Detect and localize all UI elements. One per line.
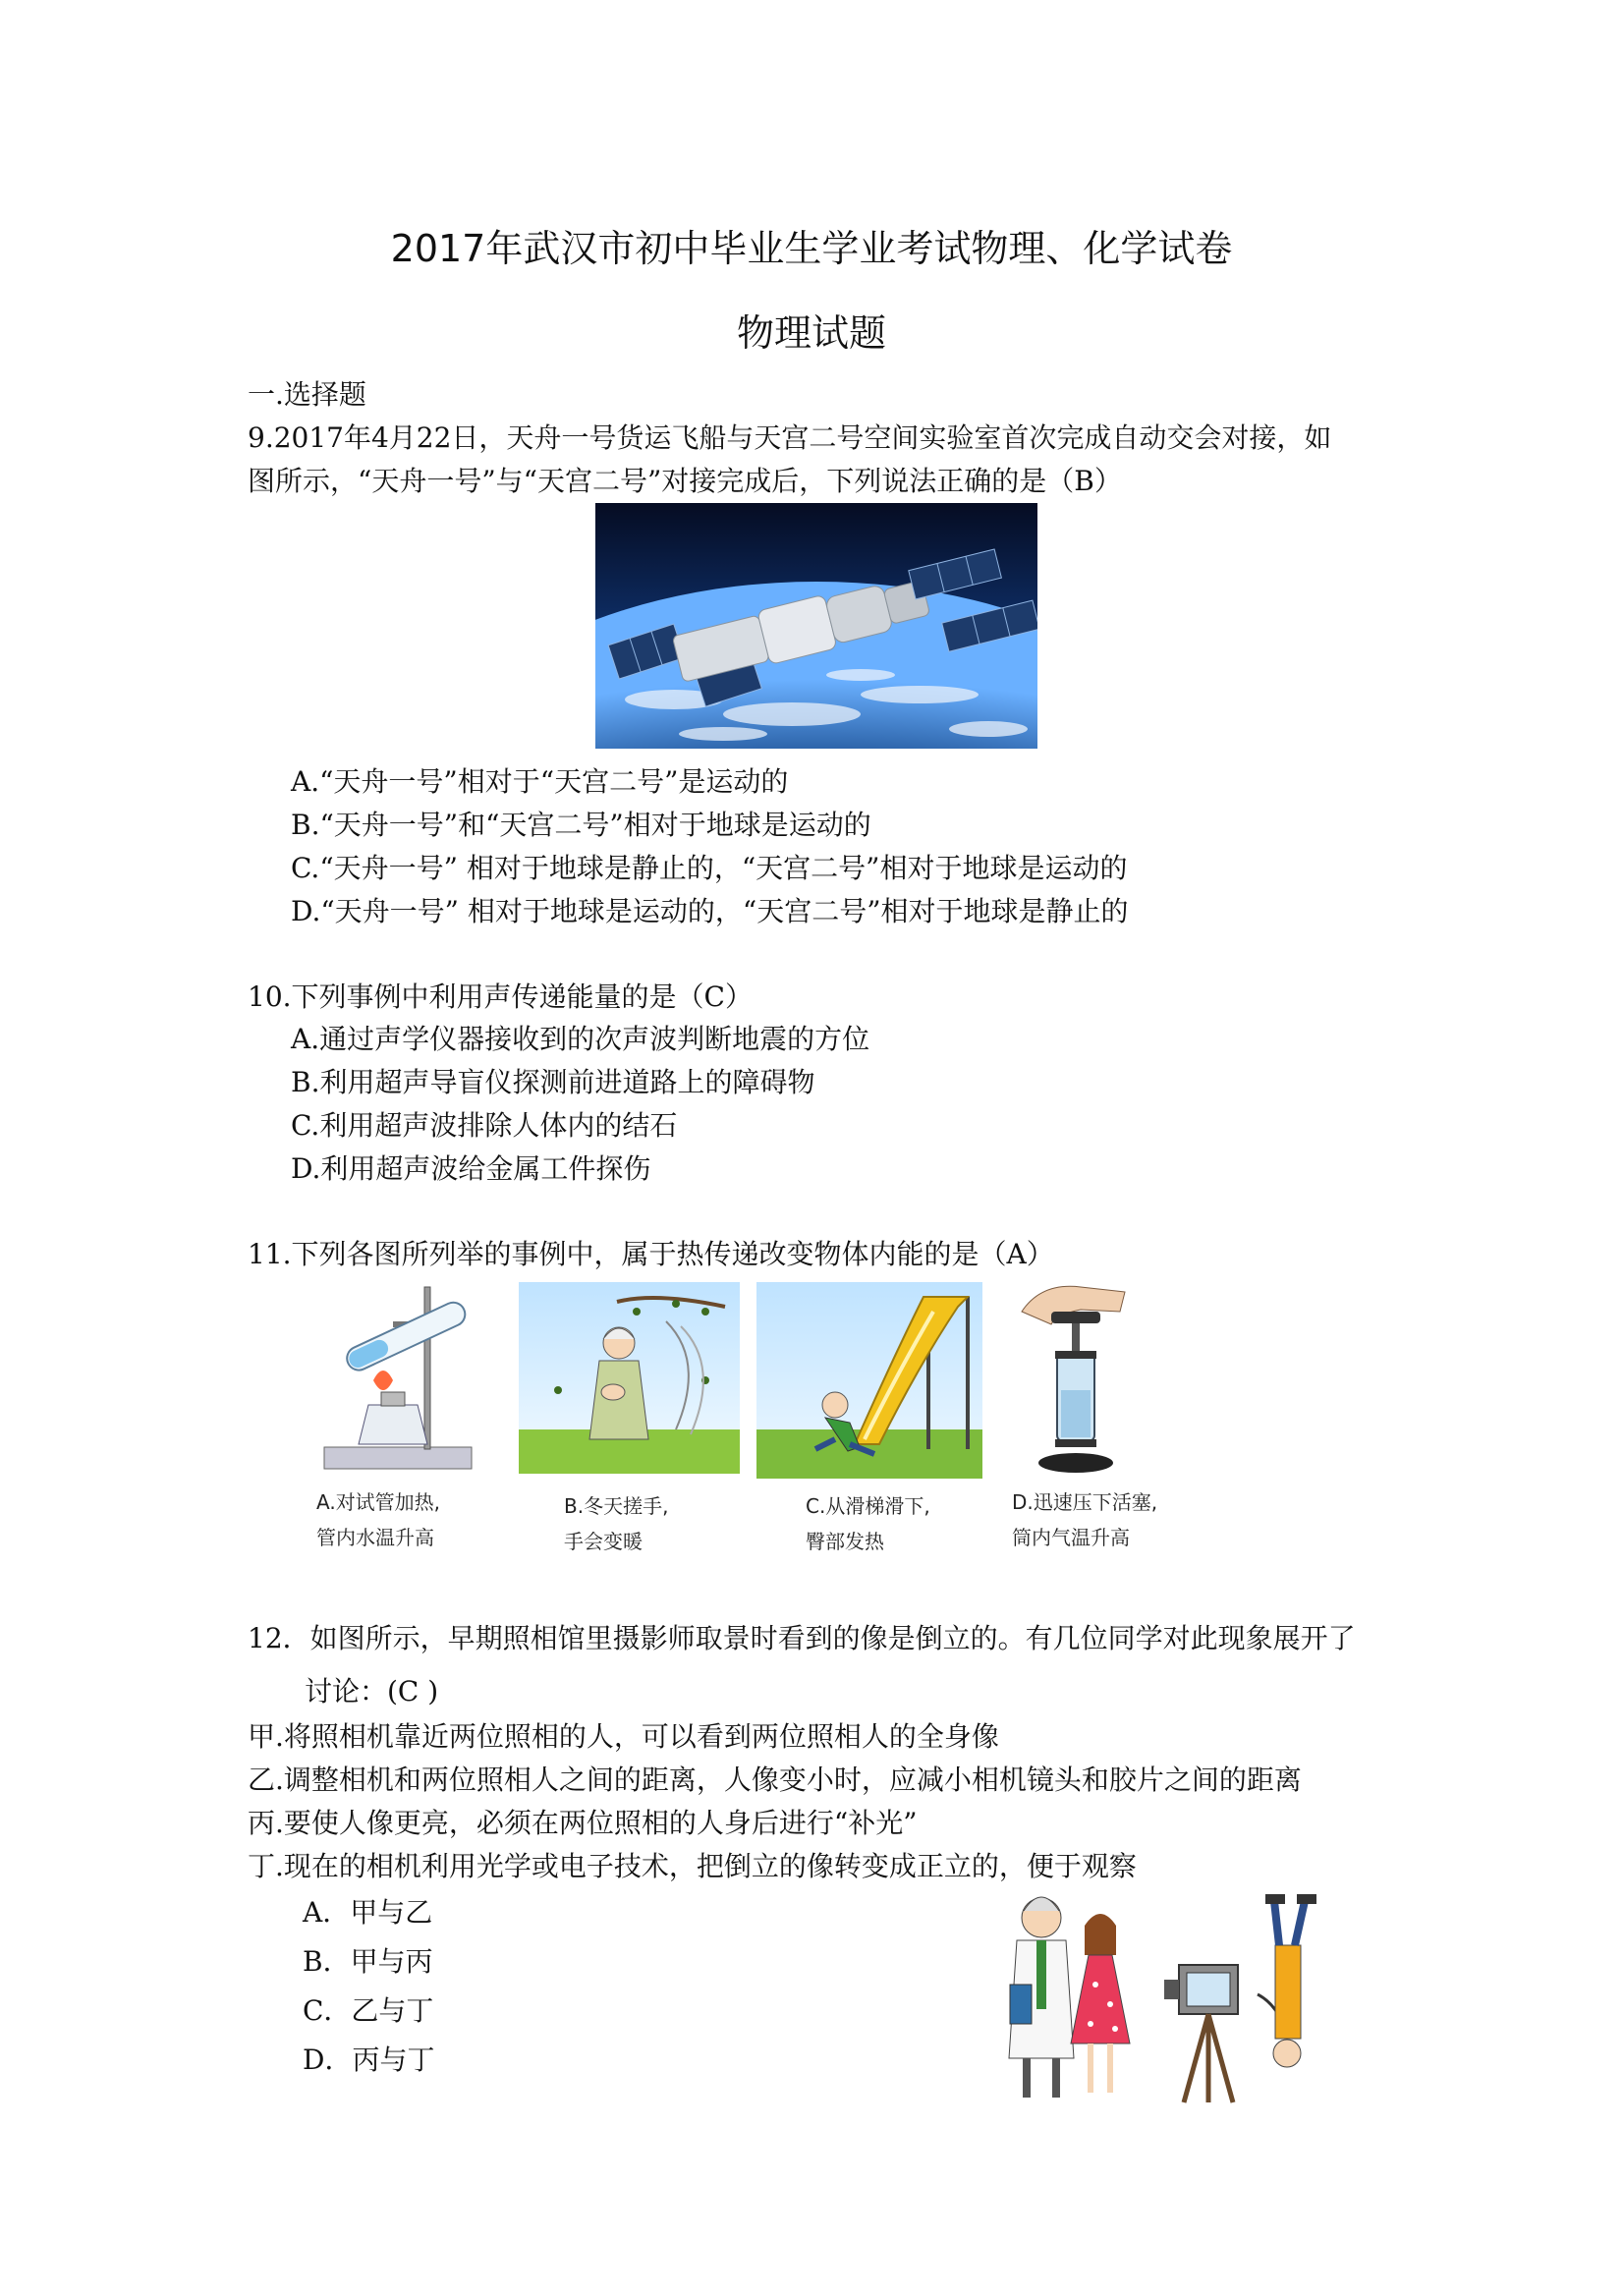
caption-c-line1: C.从滑梯滑下, bbox=[806, 1494, 930, 1518]
q12-option-d: D．丙与丁 bbox=[303, 2044, 435, 2076]
q12-statement-bing: 丙.要使人像更亮，必须在两位照相的人身后进行“补光” bbox=[248, 1807, 918, 1839]
q12-statement-yi: 乙.调整相机和两位照相人之间的距离，人像变小时，应减小相机镜头和胶片之间的距离 bbox=[248, 1764, 1302, 1796]
caption-d-line1: D.迅速压下活塞, bbox=[1012, 1490, 1158, 1514]
q10-option-c: C.利用超声波排除人体内的结石 bbox=[291, 1109, 678, 1142]
caption-c-line2: 臀部发热 bbox=[806, 1530, 884, 1553]
caption-a-line1: A.对试管加热, bbox=[316, 1490, 441, 1514]
figure-test-tube-heating bbox=[314, 1282, 481, 1479]
figure-slide bbox=[756, 1282, 982, 1479]
figure-piston bbox=[1012, 1282, 1149, 1479]
q10-option-a: A.通过声学仪器接收到的次声波判断地震的方位 bbox=[291, 1023, 870, 1055]
page-title: 2017年武汉市初中毕业生学业考试物理、化学试卷 bbox=[390, 227, 1233, 270]
q10-option-d: D.利用超声波给金属工件探伤 bbox=[291, 1152, 651, 1185]
page-subtitle: 物理试题 bbox=[736, 311, 886, 355]
q9-option-b: B.“天舟一号”和“天宫二号”相对于地球是运动的 bbox=[291, 809, 871, 841]
caption-b-line1: B.冬天搓手, bbox=[564, 1494, 669, 1518]
caption-b-line2: 手会变暖 bbox=[564, 1530, 643, 1553]
q9-option-d: D.“天舟一号” 相对于地球是运动的，“天宫二号”相对于地球是静止的 bbox=[291, 895, 1129, 927]
q9-option-c: C.“天舟一号” 相对于地球是静止的，“天宫二号”相对于地球是运动的 bbox=[291, 852, 1128, 884]
q12-stem-line2: 讨论：(C ) bbox=[305, 1675, 439, 1708]
q9-stem-line2: 图所示，“天舟一号”与“天宫二号”对接完成后，下列说法正确的是（B） bbox=[248, 465, 1122, 497]
q9-stem-line1: 9.2017年4月22日，天舟一号货运飞船与天宫二号空间实验室首次完成自动交会对接，如 bbox=[248, 421, 1332, 454]
q12-option-c: C．乙与丁 bbox=[303, 1994, 434, 2027]
q12-option-a: A．甲与乙 bbox=[303, 1896, 433, 1929]
q12-stem-line1: 12．如图所示，早期照相馆里摄影师取景时看到的像是倒立的。有几位同学对此现象展开了 bbox=[248, 1622, 1356, 1654]
caption-a-line2: 管内水温升高 bbox=[316, 1526, 434, 1549]
q12-option-b: B．甲与丙 bbox=[303, 1945, 433, 1978]
q10-option-b: B.利用超声导盲仪探测前进道路上的障碍物 bbox=[291, 1066, 815, 1098]
caption-d-line2: 筒内气温升高 bbox=[1012, 1526, 1130, 1549]
section-heading: 一.选择题 bbox=[248, 378, 366, 411]
q12-statement-jia: 甲.将照相机靠近两位照相的人，可以看到两位照相人的全身像 bbox=[248, 1720, 999, 1753]
figure-old-camera bbox=[992, 1886, 1366, 2112]
spacecraft-image bbox=[595, 503, 1037, 749]
figure-rubbing-hands bbox=[519, 1282, 740, 1474]
q9-option-a: A.“天舟一号”相对于“天宫二号”是运动的 bbox=[291, 765, 789, 798]
q10-stem: 10.下列事例中利用声传递能量的是（C） bbox=[248, 980, 753, 1013]
q11-stem: 11.下列各图所列举的事例中，属于热传递改变物体内能的是（A） bbox=[248, 1238, 1054, 1270]
q12-statement-ding: 丁.现在的相机利用光学或电子技术，把倒立的像转变成正立的，便于观察 bbox=[248, 1850, 1137, 1882]
